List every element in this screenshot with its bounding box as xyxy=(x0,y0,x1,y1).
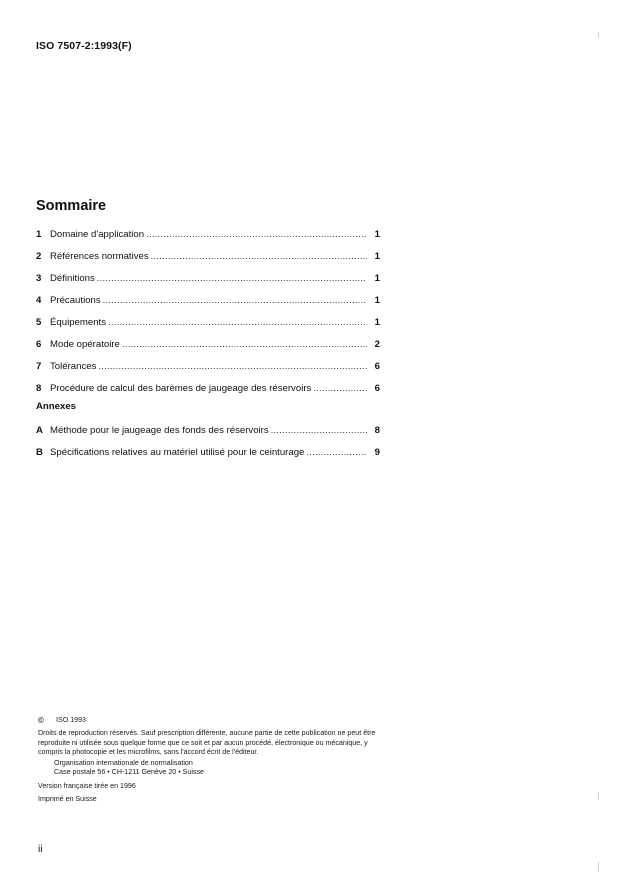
copyright-block xyxy=(38,716,388,804)
toc-entry-label: Domaine d'application xyxy=(50,229,145,240)
toc-entry[interactable] xyxy=(36,271,380,293)
dot-leader xyxy=(306,445,367,461)
dot-leader xyxy=(271,423,367,439)
toc-entry-label: Mode opératoire xyxy=(50,339,120,350)
dot-leader xyxy=(151,249,367,265)
organization-address: Case postale 56 • CH-1211 Genève 20 • Suisse xyxy=(54,768,204,777)
toc-entry-number: 3 xyxy=(36,273,42,284)
toc-entry-page: 6 xyxy=(374,383,380,394)
annex-label: Spécifications relatives au matériel utilisé pour le ceinturage xyxy=(50,447,305,458)
toc-entry-page: 1 xyxy=(374,251,380,262)
toc-entry[interactable] xyxy=(36,337,380,359)
annexes-heading: Annexes xyxy=(36,401,76,412)
toc-entry-page: 1 xyxy=(374,317,380,328)
toc-entry-label: Précautions xyxy=(50,295,101,306)
dot-leader xyxy=(146,227,367,243)
toc-entry[interactable] xyxy=(36,381,380,403)
toc-entry-number: 2 xyxy=(36,251,42,262)
toc-entry-label: Références normatives xyxy=(50,251,149,262)
dot-leader xyxy=(313,381,367,397)
toc-entry-number: 1 xyxy=(36,229,42,240)
copyright-icon: © xyxy=(38,716,44,725)
toc-entry-label: Définitions xyxy=(50,273,95,284)
toc-entry[interactable] xyxy=(36,249,380,271)
toc-entry-label: Équipements xyxy=(50,317,106,328)
dot-leader xyxy=(103,293,367,309)
annex-letter: A xyxy=(36,425,43,436)
toc-entry-number: 6 xyxy=(36,339,42,350)
toc-entry-page: 1 xyxy=(374,229,380,240)
toc-entry-number: 8 xyxy=(36,383,42,394)
printed-note: Imprimé en Suisse xyxy=(38,795,97,804)
table-of-contents xyxy=(36,227,380,467)
version-note: Version française tirée en 1996 xyxy=(38,781,136,790)
annex-page: 9 xyxy=(374,447,380,458)
scan-mark xyxy=(598,32,599,38)
scan-mark xyxy=(598,862,599,872)
toc-entry[interactable] xyxy=(36,359,380,381)
toc-entry-number: 4 xyxy=(36,295,42,306)
toc-entry[interactable] xyxy=(36,227,380,249)
annex-entry[interactable] xyxy=(36,423,380,445)
toc-entry-page: 6 xyxy=(374,361,380,372)
toc-entry-label: Tolérances xyxy=(50,361,97,372)
toc-entry[interactable] xyxy=(36,315,380,337)
rights-statement: Droits de reproduction réservés. Sauf prescription différente, aucune partie de cette publication ne peut être reproduite ni utilisée sous quelque forme que ce soit et par aucun procédé, électronique ou mécanique, y compris la photocopie et les microfilms, sans l'accord écrit de l'éditeur. xyxy=(38,729,376,756)
copyright-notice: ISO 1993 xyxy=(56,716,86,724)
dot-leader xyxy=(97,271,367,287)
toc-entry-page: 1 xyxy=(374,273,380,284)
annex-letter: B xyxy=(36,447,43,458)
page-title: Sommaire xyxy=(36,198,107,214)
toc-entry-label: Procédure de calcul des barèmes de jaugeage des réservoirs xyxy=(50,383,312,394)
toc-entry[interactable] xyxy=(36,293,380,315)
toc-entry-page: 2 xyxy=(374,339,380,350)
dot-leader xyxy=(108,315,367,331)
annex-entry[interactable] xyxy=(36,445,380,467)
page-number: ii xyxy=(38,844,43,855)
organization-name: Organisation internationale de normalisation xyxy=(54,759,193,768)
toc-entry-number: 5 xyxy=(36,317,42,328)
toc-entry-number: 7 xyxy=(36,361,42,372)
dot-leader xyxy=(122,337,367,353)
dot-leader xyxy=(98,359,367,375)
toc-entry-page: 1 xyxy=(374,295,380,306)
scan-mark xyxy=(598,792,599,800)
annex-page: 8 xyxy=(374,425,380,436)
document-id: ISO 7507-2:1993(F) xyxy=(36,40,132,52)
annex-label: Méthode pour le jaugeage des fonds des réservoirs xyxy=(50,425,269,436)
